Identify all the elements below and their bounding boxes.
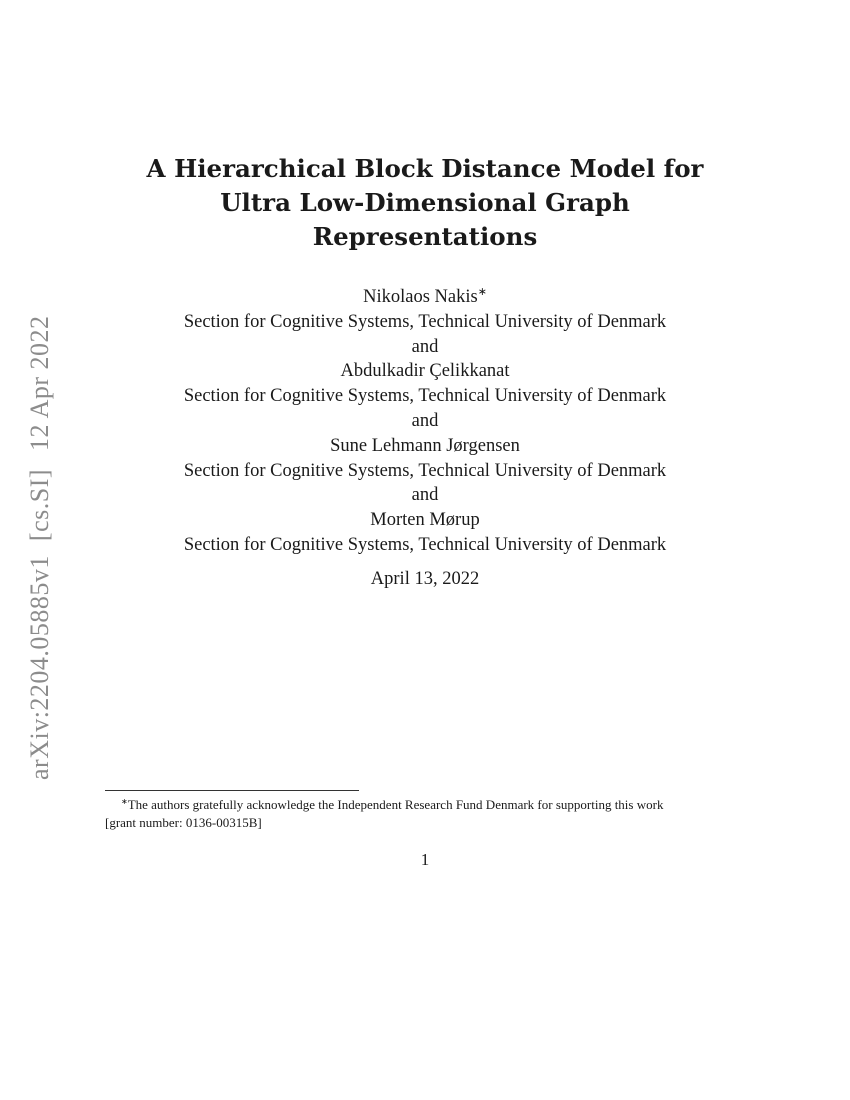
author-block xyxy=(0,280,850,558)
author-affiliation-3: Section for Cognitive Systems, Technical University of Denmark xyxy=(183,460,667,481)
author-separator: and xyxy=(411,336,439,357)
author-name-3: Sune Lehmann Jørgensen xyxy=(330,435,520,456)
arxiv-id: arXiv:2204.05885v1 xyxy=(25,555,54,780)
title-line-2: Ultra Low-Dimensional Graph xyxy=(220,188,630,217)
author-affiliation-1: Section for Cognitive Systems, Technical University of Denmark xyxy=(183,311,667,332)
title-line-1: A Hierarchical Block Distance Model for xyxy=(146,154,704,183)
footnote-line-1: ∗The authors gratefully acknowledge the Independent Research Fund Denmark for supporting this work xyxy=(121,797,664,812)
author-affiliation-2: Section for Cognitive Systems, Technical University of Denmark xyxy=(183,386,667,407)
author-name-1: Nikolaos Nakis∗ xyxy=(363,286,487,307)
page-number: 1 xyxy=(420,850,430,869)
author-separator: and xyxy=(411,485,439,506)
footnote-marker: ∗ xyxy=(121,797,128,806)
arxiv-category: [cs.SI] xyxy=(25,468,54,542)
author-affiliation-4: Section for Cognitive Systems, Technical University of Denmark xyxy=(183,534,667,555)
footnote-marker: ∗ xyxy=(477,286,487,298)
author-name-4: Morten Mørup xyxy=(370,510,480,531)
footnote-line-2: [grant number: 0136-00315B] xyxy=(105,815,262,830)
arxiv-date: 12 Apr 2022 xyxy=(25,315,54,451)
author-name-2: Abdulkadir Çelikkanat xyxy=(340,361,510,382)
paper-date: April 13, 2022 xyxy=(370,569,480,589)
footnote xyxy=(105,793,755,832)
footnote-rule xyxy=(105,790,359,791)
paper-title xyxy=(0,152,850,254)
title-line-3: Representations xyxy=(312,222,538,251)
author-separator: and xyxy=(411,410,439,431)
